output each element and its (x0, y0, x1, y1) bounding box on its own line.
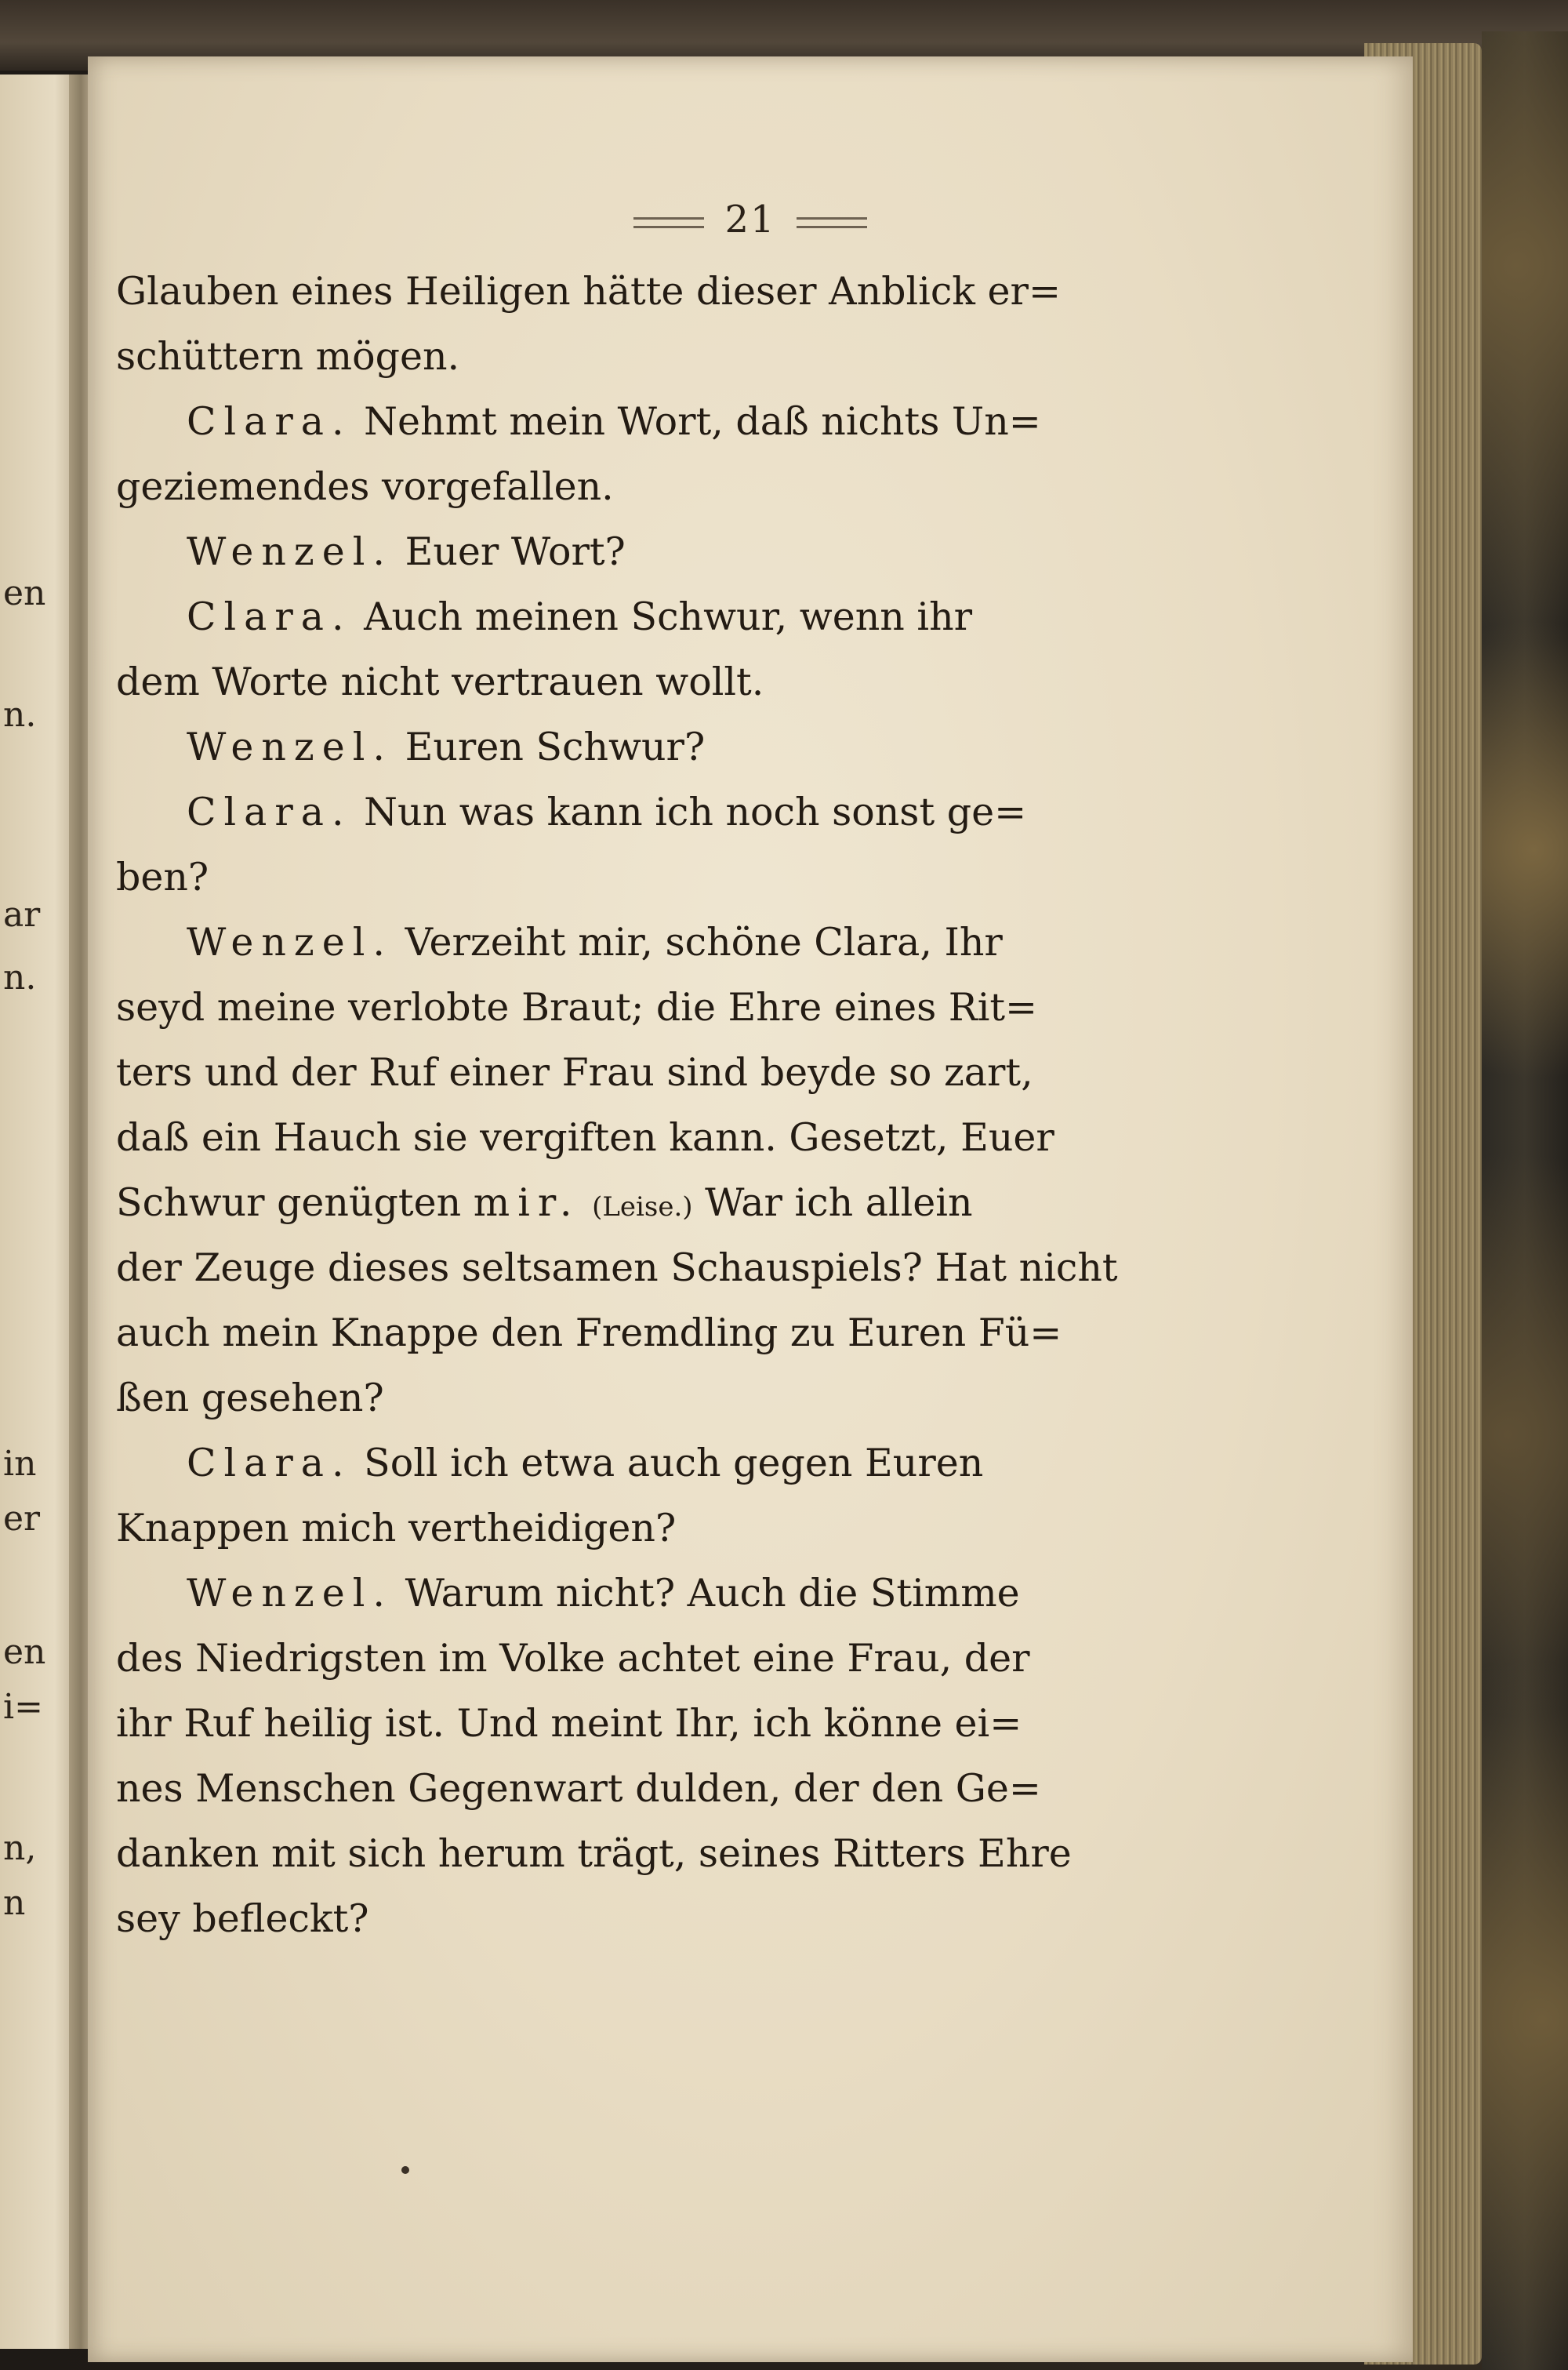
text-line: Knappen mich vertheidigen? (116, 1506, 677, 1550)
dialogue-text: Warum nicht? Auch die Stimme (405, 1571, 1020, 1616)
text-line: Glauben eines Heiligen hätte dieser Anblick er= (116, 269, 1062, 314)
dialogue-line (116, 910, 1167, 975)
line-text: Schwur genügten (116, 1180, 462, 1225)
left-page-fragment: n (3, 1886, 26, 1921)
left-page-fragment: n, (3, 1831, 37, 1866)
text-line: ters und der Ruf einer Frau sind beyde so zart, (116, 1050, 1033, 1095)
left-facing-page (0, 75, 78, 2349)
text-line: seyd meine verlobte Braut; die Ehre eines Rit= (116, 985, 1038, 1030)
left-page-fragment: en (3, 1635, 46, 1670)
text-line: sey befleckt? (116, 1896, 369, 1941)
dialogue-line (116, 780, 1167, 845)
page-header (88, 198, 1413, 242)
dialogue-line (116, 1561, 1167, 1626)
ornament-right (797, 217, 867, 228)
left-page-fragment: n. (3, 961, 37, 995)
marbled-cover (1482, 31, 1568, 2370)
dialogue-text: Nehmt mein Wort, daß nichts Un= (364, 399, 1041, 444)
text-line: auch mein Knappe den Fremdling zu Euren Fü= (116, 1310, 1062, 1355)
dialogue-line (116, 714, 1167, 780)
text-line: ßen gesehen? (116, 1376, 384, 1420)
text-line: ihr Ruf heilig ist. Und meint Ihr, ich könne ei= (116, 1701, 1022, 1746)
page-text (116, 259, 1167, 1951)
dialogue-line (116, 389, 1167, 454)
speaker-name: Wenzel. (187, 1571, 393, 1616)
ornament-left (633, 217, 704, 228)
speaker-name: Wenzel. (187, 920, 393, 965)
dialogue-text: Nun was kann ich noch sonst ge= (364, 790, 1027, 834)
text-line: schüttern mögen. (116, 334, 460, 379)
text-line: nes Menschen Gegenwart dulden, der den Ge= (116, 1766, 1041, 1811)
speaker-name: Wenzel. (187, 725, 393, 769)
speaker-name: Clara. (187, 594, 352, 639)
dialogue-text: Verzeiht mir, schöne Clara, Ihr (405, 920, 1003, 965)
left-page-fragment: n. (3, 698, 37, 732)
speaker-name: Clara. (187, 399, 352, 444)
book-page (88, 56, 1413, 2362)
stage-direction: (Leise.) (592, 1191, 693, 1223)
dialogue-line (116, 584, 1167, 649)
ink-speck (401, 2166, 409, 2174)
left-page-fragment: en (3, 576, 46, 611)
text-line: danken mit sich herum trägt, seines Ritters Ehre (116, 1831, 1072, 1876)
dialogue-line (116, 519, 1167, 584)
text-line-with-aside (116, 1170, 1167, 1235)
dialogue-text: Soll ich etwa auch gegen Euren (364, 1441, 984, 1485)
text-line: daß ein Hauch sie vergiften kann. Gesetzt, Euer (116, 1115, 1054, 1160)
dialogue-text: Euer Wort? (405, 529, 626, 574)
text-line: des Niedrigsten im Volke achtet eine Frau, der (116, 1636, 1030, 1681)
dialogue-text: Auch meinen Schwur, wenn ihr (364, 594, 973, 639)
speaker-name: Wenzel. (187, 529, 393, 574)
text-line: geziemendes vorgefallen. (116, 464, 614, 509)
speaker-name: Clara. (187, 790, 352, 834)
left-page-fragment: in (3, 1447, 37, 1481)
dialogue-line (116, 1430, 1167, 1496)
text-line: der Zeuge dieses seltsamen Schauspiels? Hat nicht (116, 1245, 1118, 1290)
left-page-fragment: ar (3, 898, 41, 932)
speaker-name: Clara. (187, 1441, 352, 1485)
dialogue-text: Euren Schwur? (405, 725, 706, 769)
page-number: 21 (724, 198, 776, 242)
left-page-fragment: i= (3, 1690, 43, 1725)
left-page-fragment: er (3, 1502, 41, 1536)
line-text: War ich allein (705, 1180, 973, 1225)
text-line: dem Worte nicht vertrauen wollt. (116, 660, 764, 704)
spaced-word: mir. (473, 1180, 580, 1225)
text-line: ben? (116, 855, 209, 900)
